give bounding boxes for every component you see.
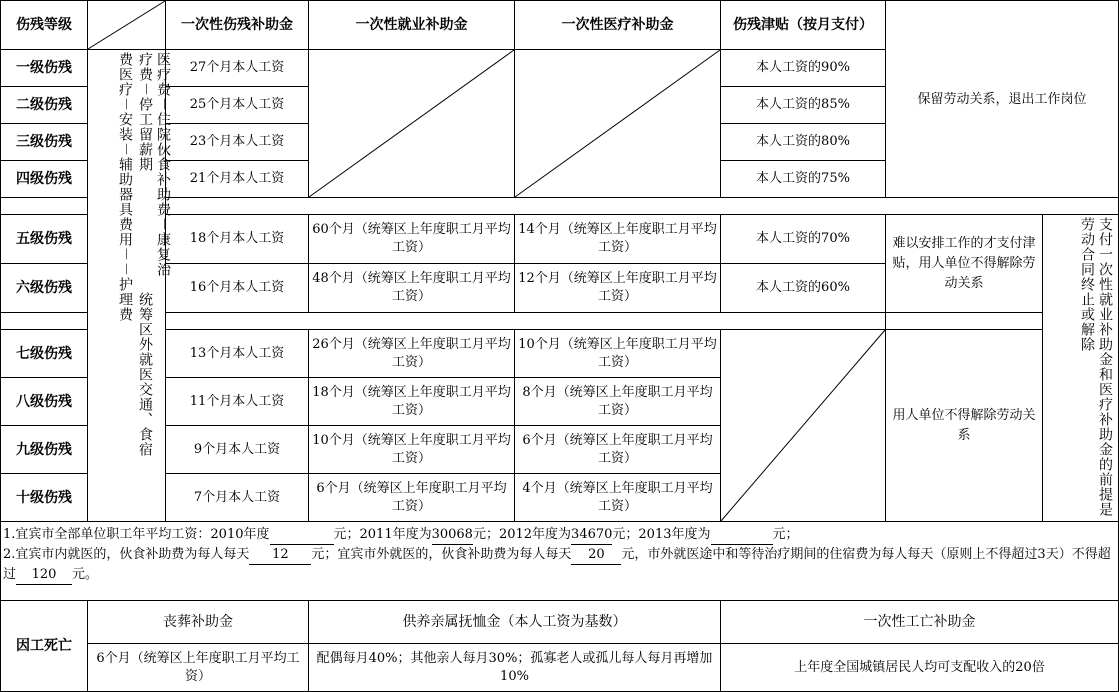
grade-6-label: 六级伤残 (0, 263, 88, 313)
lump-death-header: 一次性工亡补助金 (720, 600, 1119, 644)
spacer-row-2-b (165, 312, 886, 330)
note-1-blank-2010 (270, 525, 334, 545)
note-1-value-2012: 34670 (571, 525, 612, 545)
pension-header: 供养亲属抚恤金（本人工资为基数） (308, 600, 721, 644)
grade-9-disability: 9个月本人工资 (165, 425, 309, 474)
grade-5-disability: 18个月本人工资 (165, 214, 309, 264)
grade-4-label: 四级伤残 (0, 160, 88, 198)
note-1-text-b: 元；2011年度为 (333, 527, 432, 542)
grade-1-disability: 27个月本人工资 (165, 49, 309, 87)
grade-9-label: 九级伤残 (0, 425, 88, 474)
grade-6-disability: 16个月本人工资 (165, 263, 309, 313)
pension-value: 配偶每月40%；其他亲人每月30%；孤寡老人或孤儿每人每月再增加10% (308, 643, 721, 692)
grade-9-employment: 10个月（统筹区上年度职工月平均工资） (308, 425, 515, 474)
note-1-text-a: 1.宜宾市全部单位职工年平均工资：2010年度 (3, 527, 270, 542)
grade-3-disability: 23个月本人工资 (165, 123, 309, 161)
grade-10-employment: 6个月（统筹区上年度职工月平均工资） (308, 473, 515, 522)
header-lump-disability: 一次性伤残补助金 (165, 0, 309, 50)
grade-7-disability: 13个月本人工资 (165, 329, 309, 378)
grade-6-employment: 48个月（统筹区上年度职工月平均工资） (308, 263, 515, 313)
grade-9-medical: 6个月（统筹区上年度职工月平均工资） (514, 425, 721, 474)
spacer-row-2 (0, 312, 88, 330)
note-1-blank-2013 (711, 525, 773, 545)
grade-3-label: 三级伤残 (0, 123, 88, 161)
condition-cell (1042, 214, 1119, 522)
note-1-text-c: 元；2012年度为 (472, 527, 572, 542)
funeral-header: 丧葬补助金 (87, 600, 309, 644)
grade-5-medical: 14个月（统筹区上年度职工月平均工资） (514, 214, 721, 264)
grade-1-label: 一级伤残 (0, 49, 88, 87)
medical-expenses-text-c: 统筹区外就医交通、食宿 (137, 292, 153, 457)
grade-10-medical: 4个月（统筹区上年度职工月平均工资） (514, 473, 721, 522)
grade-10-disability: 7个月本人工资 (165, 473, 309, 522)
grade-7-medical: 10个月（统筹区上年度职工月平均工资） (514, 329, 721, 378)
grade-2-allowance: 本人工资的85% (720, 86, 886, 124)
medical-expenses-text-b: 医疗费－住院伙食补助费－康复治疗费－停工留薪期 (137, 52, 171, 277)
relation-grades-7-10: 用人单位不得解除劳动关系 (885, 329, 1043, 522)
note-1-text-d: 元；2013年度为 (612, 527, 711, 542)
grade-4-allowance: 本人工资的75% (720, 160, 886, 198)
grade-4-disability: 21个月本人工资 (165, 160, 309, 198)
grade-1-allowance: 本人工资的90% (720, 49, 886, 87)
spacer-row-1 (0, 197, 88, 215)
spacer-row-1-b (165, 197, 1119, 215)
grade-3-allowance: 本人工资的80% (720, 123, 886, 161)
relation-grades-1-4: 保留劳动关系，退出工作岗位 (885, 0, 1119, 198)
grade-7-employment: 26个月（统筹区上年度职工月平均工资） (308, 329, 515, 378)
grade-6-medical: 12个月（统筹区上年度职工月平均工资） (514, 263, 721, 313)
grade-5-label: 五级伤残 (0, 214, 88, 264)
note-2-text-c: 元，市外就医途中和等待治疗期间的住宿费为每人每天（原则上不得超过3天）不得超过 (3, 547, 1111, 582)
grade-10-label: 十级伤残 (0, 473, 88, 522)
note-2-value-local-meal: 12 (249, 545, 311, 565)
funeral-value: 6个月（统筹区上年度职工月平均工资） (87, 643, 309, 692)
notes-cell (0, 521, 1119, 601)
medical-expenses-text-a: 费医疗－安装－辅助器具费用－－护理费 (117, 52, 133, 322)
note-1-value-2011: 30068 (432, 525, 473, 545)
grade-2-disability: 25个月本人工资 (165, 86, 309, 124)
note-1-text-e: 元； (772, 527, 799, 542)
grade-8-employment: 18个月（统筹区上年度职工月平均工资） (308, 377, 515, 426)
grade-7-label: 七级伤残 (0, 329, 88, 378)
note-line-2 (3, 545, 1116, 585)
lump-death-value: 上年度全国城镇居民人均可支配收入的20倍 (720, 643, 1119, 692)
spacer-row-2-c (885, 312, 1043, 330)
death-label: 因工死亡 (0, 600, 88, 692)
condition-text: 支付一次性就业补助金和医疗补助金的前提是劳动合同终止或解除 (1079, 217, 1113, 517)
note-2-text-d: 元。 (72, 567, 99, 582)
note-2-value-lodging: 120 (16, 565, 72, 585)
grade-8-disability: 11个月本人工资 (165, 377, 309, 426)
header-grade: 伤残等级 (0, 0, 88, 50)
header-lump-medical: 一次性医疗补助金 (514, 0, 721, 50)
note-2-value-outside-meal: 20 (571, 545, 621, 565)
grades-1-4-employment-blank (308, 49, 515, 198)
grade-8-label: 八级伤残 (0, 377, 88, 426)
grades-7-10-allowance-blank (720, 329, 886, 522)
note-2-text-b: 元；宜宾市外就医的，伙食补助费为每人每天 (311, 547, 572, 562)
relation-grades-5-6: 难以安排工作的才支付津贴，用人单位不得解除劳动关系 (885, 214, 1043, 313)
header-lump-employment: 一次性就业补助金 (308, 0, 515, 50)
grades-1-4-medical-blank (514, 49, 721, 198)
grade-5-allowance: 本人工资的70% (720, 214, 886, 264)
grade-8-medical: 8个月（统筹区上年度职工月平均工资） (514, 377, 721, 426)
note-line-1 (3, 525, 1116, 545)
grade-2-label: 二级伤残 (0, 86, 88, 124)
header-allowance: 伤残津贴（按月支付） (720, 0, 886, 50)
grade-5-employment: 60个月（统筹区上年度职工月平均工资） (308, 214, 515, 264)
grade-6-allowance: 本人工资的60% (720, 263, 886, 313)
header-blank-diagonal (87, 0, 166, 50)
note-2-text-a: 2.宜宾市内就医的，伙食补助费为每人每天 (3, 547, 250, 562)
medical-expenses-cell (87, 49, 171, 522)
